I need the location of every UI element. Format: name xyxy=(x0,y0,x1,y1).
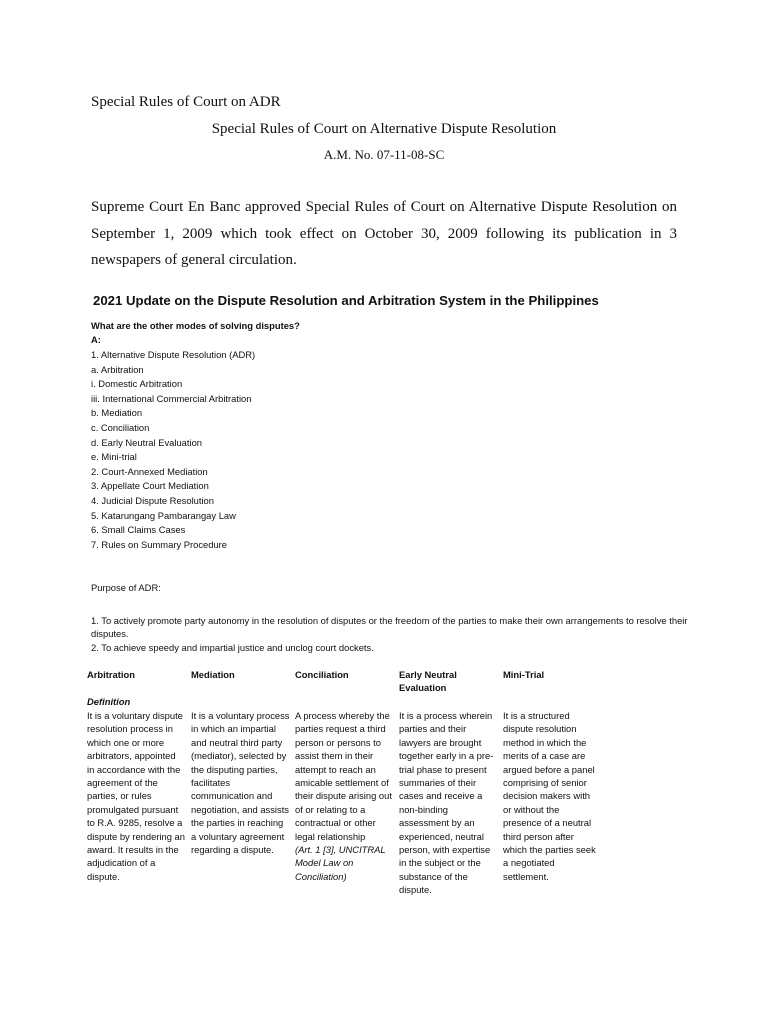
list-item: iii. International Commercial Arbitration xyxy=(91,392,252,404)
list-item: b. Mediation xyxy=(91,407,143,419)
update-heading: 2021 Update on the Dispute Resolution and Arbitration System in the Philippines xyxy=(93,293,599,308)
intro-paragraph: Supreme Court En Banc approved Special Rules of Court on Alternative Dispute Resolution on September 1, 2009 which took effect on October 30, 2009 following its publication in 3 newspapers of general circulation. xyxy=(91,199,677,268)
document-subtitle xyxy=(0,121,768,138)
list-item: c. Conciliation xyxy=(91,421,150,433)
list-item: a. Arbitration xyxy=(91,363,144,375)
definition-text: A process whereby the parties request a third person or persons to assist them in their attempt to reach an amicable settlement of their dispute arising out of or relating to a contractual or other legal relationship xyxy=(295,710,392,842)
table-column-mini-trial xyxy=(503,668,606,882)
list-item: 2. Court-Annexed Mediation xyxy=(91,465,208,477)
definition-text: It is a structured dispute resolution method in which the merits of a case are argued before a panel comprising of senior decision makers with or without the presence of a neutral third person after which the parties seek a negotiated settlement. xyxy=(503,710,596,882)
list-item: 4. Judicial Dispute Resolution xyxy=(91,494,214,506)
document-subtitle-text: Special Rules of Court on Alternative Dispute Resolution xyxy=(211,121,557,137)
list-item: 7. Rules on Summary Procedure xyxy=(91,538,227,550)
purpose-item: 2. To achieve speedy and impartial justice and unclog court dockets. xyxy=(91,641,374,653)
list-item: 5. Katarungang Pambarangay Law xyxy=(91,509,236,521)
column-header: Early Neutral Evaluation xyxy=(399,669,457,694)
answer-label: A: xyxy=(91,334,101,345)
definition-text: It is a process wherein parties and their lawyers are brought together early in a pre-trial phase to present summaries of their cases and receive a non-binding assessment by an experienced, neutral person, with expertise in the subject or the substance of the dispute. xyxy=(399,710,494,896)
document-title: Special Rules of Court on ADR xyxy=(91,94,281,110)
purpose-list xyxy=(91,614,691,654)
column-header: Mediation xyxy=(191,669,235,680)
list-item: 3. Appellate Court Mediation xyxy=(91,480,209,492)
column-definition xyxy=(399,709,497,897)
column-header: Arbitration xyxy=(87,669,135,680)
definition-label: Definition xyxy=(87,696,131,707)
list-item: 6. Small Claims Cases xyxy=(91,524,186,536)
list-item: 1. Alternative Dispute Resolution (ADR) xyxy=(91,349,256,360)
document-number: A.M. No. 07-11-08-SC xyxy=(323,147,445,162)
table-column-early-neutral-evaluation xyxy=(399,668,502,896)
table-column-conciliation xyxy=(295,668,398,882)
purpose-title: Purpose of ADR: xyxy=(91,582,161,593)
definition-text: It is a voluntary dispute resolution process in which one or more arbitrators, appointed in accordance with the agreement of the parties, or rules promulgated pursuant to R.A. 9285, resolve a dispute by rendering an award. It results in the adjudication of a dispute. xyxy=(87,710,185,882)
definition-text: It is a voluntary process in which an impartial and neutral third party (mediator), selected by the disputing parties, facilitates communication and negotiation, and assists the parties in reaching a voluntary agreement regarding a dispute. xyxy=(191,710,290,856)
modes-list xyxy=(91,348,255,552)
purpose-item: 1. To actively promote party autonomy in the resolution of disputes or the freedom of the parties to make their own arrangements to resolve their disputes. xyxy=(91,615,688,640)
question-text: What are the other modes of solving disputes? xyxy=(91,320,300,331)
column-definition xyxy=(191,709,291,856)
column-header: Conciliation xyxy=(295,669,349,680)
list-item: d. Early Neutral Evaluation xyxy=(91,436,202,448)
list-item: i. Domestic Arbitration xyxy=(91,378,183,390)
column-definition xyxy=(87,709,185,883)
table-column-mediation xyxy=(191,668,294,856)
table-column-arbitration xyxy=(87,668,190,882)
definition-citation: (Art. 1 [3], UNCITRAL Model Law on Conciliation) xyxy=(295,844,386,882)
list-item: e. Mini-trial xyxy=(91,451,137,463)
column-header: Mini-Trial xyxy=(503,669,545,680)
column-definition xyxy=(295,709,393,883)
column-definition xyxy=(503,709,597,883)
